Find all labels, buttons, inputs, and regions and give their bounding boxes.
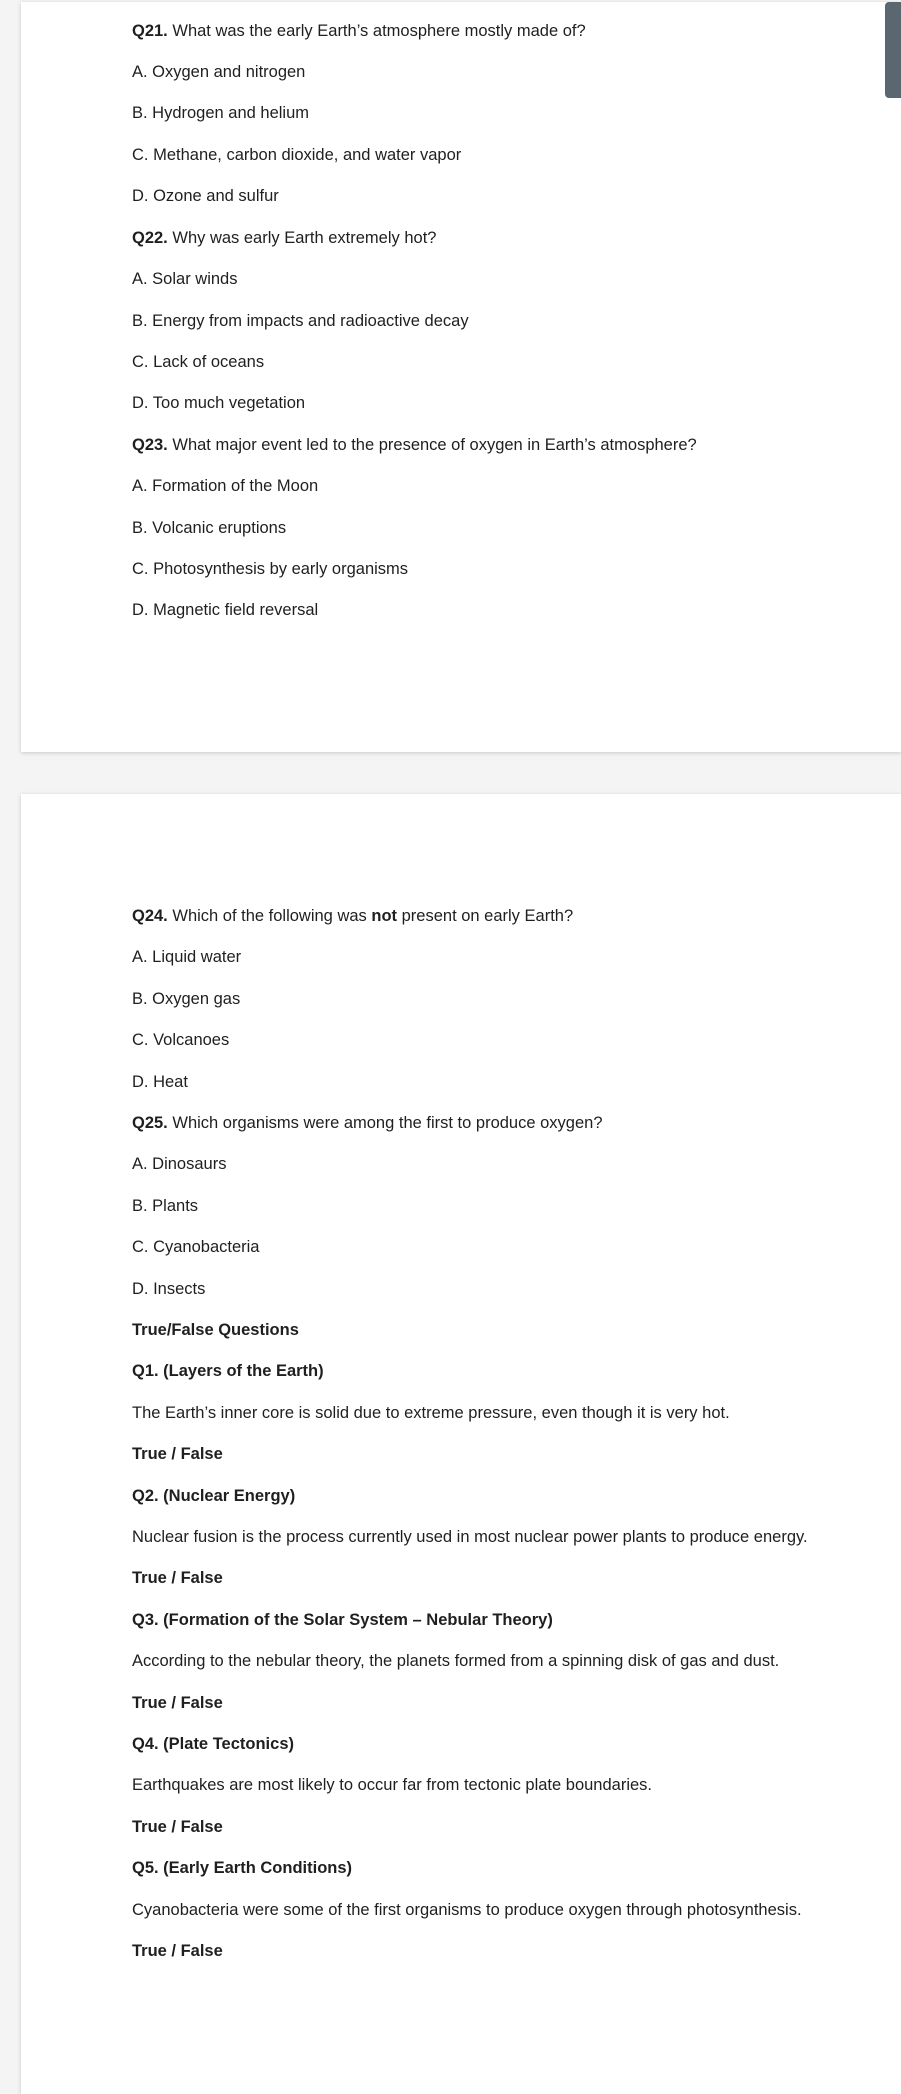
tf-q1-statement: The Earth’s inner core is solid due to extreme pressure, even though it is very hot. <box>132 1404 730 1422</box>
question-number: Q22. <box>132 229 168 247</box>
option-q22-b: B. Energy from impacts and radioactive decay <box>132 312 469 330</box>
tf-q3-title: Q3. (Formation of the Solar System – Nebular Theory) <box>132 1611 553 1629</box>
document-page-2 <box>21 794 901 2094</box>
tf-q2-answer: True / False <box>132 1569 223 1587</box>
question-number: Q23. <box>132 436 168 454</box>
question-text: present on early Earth? <box>397 907 574 925</box>
tf-q5-statement: Cyanobacteria were some of the first organisms to produce oxygen through photosynthesis. <box>132 1901 802 1919</box>
option-q24-a: A. Liquid water <box>132 948 242 966</box>
question-text: What major event led to the presence of oxygen in Earth’s atmosphere? <box>167 436 697 454</box>
question-number: Q21. <box>132 22 168 40</box>
question-number: Q25. <box>132 1114 168 1132</box>
option-q21-b: B. Hydrogen and helium <box>132 104 310 122</box>
option-q23-b: B. Volcanic eruptions <box>132 519 287 537</box>
option-q21-c: C. Methane, carbon dioxide, and water vapor <box>132 146 462 164</box>
option-q25-b: B. Plants <box>132 1197 199 1215</box>
question-q25 <box>132 1112 603 1134</box>
tf-q3-answer: True / False <box>132 1694 223 1712</box>
option-q24-d: D. Heat <box>132 1073 188 1091</box>
option-q22-d: D. Too much vegetation <box>132 394 306 412</box>
question-q22 <box>132 227 436 249</box>
question-text: Why was early Earth extremely hot? <box>167 229 437 247</box>
option-q23-d: D. Magnetic field reversal <box>132 601 319 619</box>
question-q21 <box>132 20 586 42</box>
tf-q5-title: Q5. (Early Earth Conditions) <box>132 1859 353 1877</box>
option-q25-a: A. Dinosaurs <box>132 1155 227 1173</box>
question-text: What was the early Earth’s atmosphere mostly made of? <box>167 22 586 40</box>
option-q23-c: C. Photosynthesis by early organisms <box>132 560 409 578</box>
tf-q1-answer: True / False <box>132 1445 223 1463</box>
question-q23 <box>132 434 697 456</box>
option-q22-a: A. Solar winds <box>132 270 238 288</box>
option-q21-a: A. Oxygen and nitrogen <box>132 63 306 81</box>
question-text: Which of the following was <box>167 907 372 925</box>
scrollbar-thumb[interactable] <box>885 2 901 98</box>
tf-q4-title: Q4. (Plate Tectonics) <box>132 1735 294 1753</box>
question-number: Q24. <box>132 907 168 925</box>
tf-q1-title: Q1. (Layers of the Earth) <box>132 1362 324 1380</box>
option-q22-c: C. Lack of oceans <box>132 353 265 371</box>
tf-q3-statement: According to the nebular theory, the planets formed from a spinning disk of gas and dust. <box>132 1652 780 1670</box>
tf-q4-answer: True / False <box>132 1818 223 1836</box>
option-q25-d: D. Insects <box>132 1280 206 1298</box>
option-q21-d: D. Ozone and sulfur <box>132 187 279 205</box>
question-emphasis: not <box>371 907 398 925</box>
question-text: Which organisms were among the first to produce oxygen? <box>167 1114 603 1132</box>
document-page-1 <box>21 2 901 752</box>
option-q24-b: B. Oxygen gas <box>132 990 241 1008</box>
tf-q2-title: Q2. (Nuclear Energy) <box>132 1487 296 1505</box>
option-q23-a: A. Formation of the Moon <box>132 477 319 495</box>
tf-q2-statement: Nuclear fusion is the process currently used in most nuclear power plants to produce energy. <box>132 1528 808 1546</box>
section-heading-true-false: True/False Questions <box>132 1321 299 1339</box>
question-q24 <box>132 905 573 927</box>
tf-q4-statement: Earthquakes are most likely to occur far from tectonic plate boundaries. <box>132 1776 652 1794</box>
tf-q5-answer: True / False <box>132 1942 223 1960</box>
option-q24-c: C. Volcanoes <box>132 1031 230 1049</box>
option-q25-c: C. Cyanobacteria <box>132 1238 260 1256</box>
